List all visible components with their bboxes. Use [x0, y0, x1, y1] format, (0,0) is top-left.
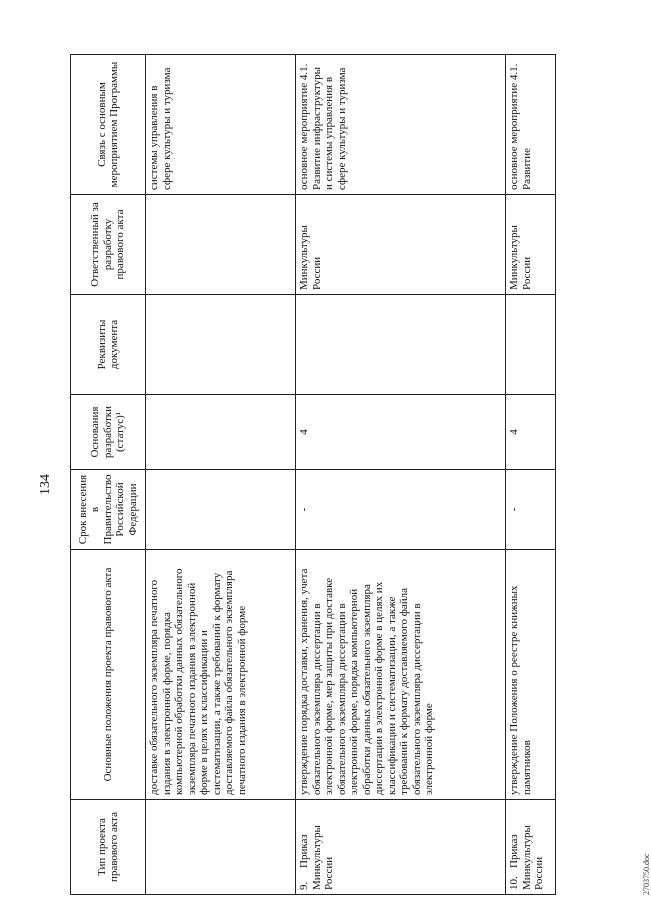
header-grounds: Основания разработки (статус)¹ — [71, 395, 146, 470]
header-link: Связь с основным мероприятием Программы — [71, 55, 146, 195]
cell-deadline — [146, 470, 296, 550]
header-details: Реквизиты документа — [71, 295, 146, 395]
cell-grounds: 4 — [296, 395, 506, 470]
cell-details — [296, 295, 506, 395]
table-row — [506, 55, 556, 895]
cell-type — [506, 800, 556, 895]
cell-deadline: - — [506, 470, 556, 550]
header-deadline: Срок внесения в Правительство Российской Федерации — [71, 470, 146, 550]
footer-code: 2703750.doc — [642, 853, 651, 895]
cell-content: утверждение Положения о реестре книжных памятников — [506, 550, 556, 800]
table-header-row — [71, 55, 146, 895]
cell-deadline: - — [296, 470, 506, 550]
cell-content: утверждение порядка доставки, хранения, учета обязательного экземпляра диссертации в электронной форме, мер защиты при доставке обязательного экземпляра диссертации в электронной форме, порядка компьютерной обработки данных обязательного экземпляра диссертации в электронной форме в целях их классификации и систематизации, а также требований к формату доставляемого файла обязательного экземпляра диссертации в электронной форме — [296, 550, 506, 800]
rotated-landscape-page — [30, 35, 651, 895]
cell-details — [506, 295, 556, 395]
cell-details — [146, 295, 296, 395]
table-row — [296, 55, 506, 895]
cell-link: системы управления в сфере культуры и туризма — [146, 55, 296, 195]
row-number: 10. — [508, 876, 520, 890]
cell-responsible: Минкультуры России — [296, 195, 506, 295]
cell-content: доставке обязательного экземпляра печатного издания в электронной форме, порядка компьютерной обработки данных обязательного экземпляра печатного издания в электронной форме в целях их классификации и систематизации, а также требований к формату доставляемого файла обязательного экземпляра печатного издания в электронной форме — [146, 550, 296, 800]
legal-acts-table — [70, 54, 556, 895]
cell-type — [146, 800, 296, 895]
cell-link: основное мероприятие 4.1. Развитие — [506, 55, 556, 195]
table-row — [146, 55, 296, 895]
page-number: 134 — [38, 474, 53, 495]
cell-responsible: Минкультуры России — [506, 195, 556, 295]
cell-grounds: 4 — [506, 395, 556, 470]
header-content: Основные положения проекта правового акта — [71, 550, 146, 800]
header-responsible: Ответственный за разработку правового акта — [71, 195, 146, 295]
cell-type — [296, 800, 506, 895]
cell-grounds — [146, 395, 296, 470]
header-type: Тип проекта правового акта — [71, 800, 146, 895]
cell-link: основное мероприятие 4.1. Развитие инфраструктуры и системы управления в сфере культуры и туризма — [296, 55, 506, 195]
cell-responsible — [146, 195, 296, 295]
row-number: 9. — [298, 881, 310, 890]
type-text: Приказ Минкультуры России — [298, 825, 335, 890]
type-text: Приказ Минкультуры России — [508, 825, 545, 890]
